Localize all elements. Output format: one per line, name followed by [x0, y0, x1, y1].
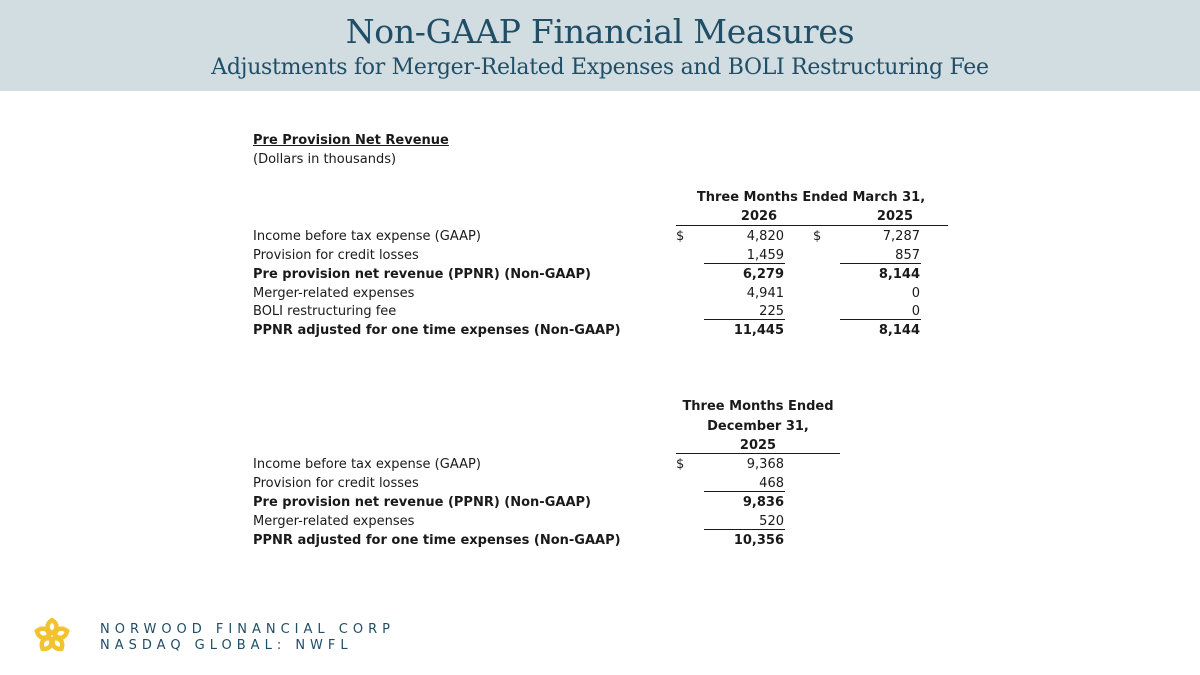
table-cell: 4,941: [746, 286, 784, 301]
header-banner: [0, 0, 1200, 91]
table-row-label: Merger-related expenses: [253, 514, 415, 529]
table-cell: 4,820: [746, 229, 784, 244]
table-cell: 1,459: [746, 248, 784, 263]
subtotal-rule: [840, 263, 921, 264]
table-row-label: Income before tax expense (GAAP): [253, 229, 481, 244]
table-cell: 0: [911, 304, 920, 319]
subtotal-rule: [840, 319, 921, 320]
table1-header-rule: [676, 225, 948, 226]
units-note: (Dollars in thousands): [253, 152, 397, 167]
dollar-sign: $: [676, 457, 685, 472]
table-cell: 10,356: [733, 533, 784, 548]
subtotal-rule: [704, 491, 785, 492]
table2-period-header-line2: December 31,: [707, 419, 809, 434]
norwood-logo-icon: [32, 616, 72, 656]
table-cell: 8,144: [878, 323, 920, 338]
company-name: NORWOOD FINANCIAL CORP: [100, 622, 395, 637]
subtotal-rule: [704, 529, 785, 530]
table-row-label: Pre provision net revenue (PPNR) (Non-GAAP): [253, 495, 591, 510]
table1-col1-year: 2026: [740, 209, 778, 224]
table-cell: 520: [759, 514, 784, 529]
table-row-label: BOLI restructuring fee: [253, 304, 397, 319]
table-cell: 11,445: [733, 323, 784, 338]
table-row-label: Provision for credit losses: [253, 476, 419, 491]
table-cell: 0: [911, 286, 920, 301]
table-row-label: PPNR adjusted for one time expenses (Non-GAAP): [253, 323, 621, 338]
table-row-label: Provision for credit losses: [253, 248, 419, 263]
subtotal-rule: [704, 319, 785, 320]
table1-col2-year: 2025: [876, 209, 914, 224]
table-cell: 225: [759, 304, 784, 319]
table-cell: 8,144: [878, 267, 920, 282]
table2-year: 2025: [739, 438, 777, 453]
table-cell: 9,368: [746, 457, 784, 472]
table-cell: 7,287: [882, 229, 920, 244]
table2-period-header-line1: Three Months Ended: [682, 399, 834, 414]
page-subtitle: Adjustments for Merger-Related Expenses and BOLI Restructuring Fee: [211, 55, 989, 80]
exchange-ticker: NASDAQ GLOBAL: NWFL: [100, 638, 353, 653]
section-heading: Pre Provision Net Revenue: [253, 133, 449, 148]
table-row-label: Merger-related expenses: [253, 286, 415, 301]
table-cell: 857: [895, 248, 920, 263]
table-row-label: Income before tax expense (GAAP): [253, 457, 481, 472]
table2-header-rule: [676, 453, 840, 454]
table1-period-header: Three Months Ended March 31,: [696, 190, 926, 205]
table-row-label: PPNR adjusted for one time expenses (Non-GAAP): [253, 533, 621, 548]
subtotal-rule: [704, 263, 785, 264]
table-cell: 9,836: [742, 495, 784, 510]
page-title: Non-GAAP Financial Measures: [345, 12, 855, 51]
table-row-label: Pre provision net revenue (PPNR) (Non-GAAP): [253, 267, 591, 282]
table-cell: 468: [759, 476, 784, 491]
dollar-sign: $: [676, 229, 685, 244]
dollar-sign: $: [813, 229, 822, 244]
table-cell: 6,279: [742, 267, 784, 282]
